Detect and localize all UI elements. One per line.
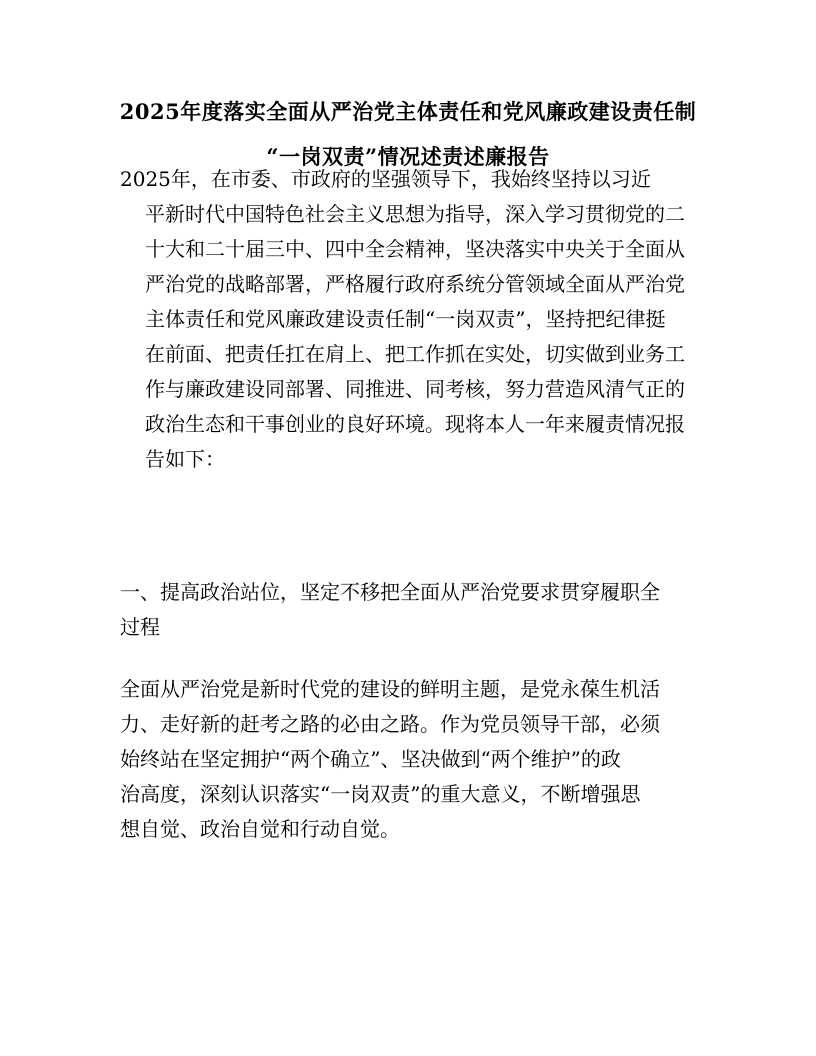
intro-line-9: 告如下： bbox=[145, 447, 225, 471]
section-1-line-4: 治高度，深刻认识落实“一岗双责”的重大意义，不断增强思 bbox=[120, 782, 641, 806]
section-1-line-2: 力、走好新的赶考之路的必由之路。作为党员领导干部，必须 bbox=[120, 712, 660, 736]
section-1-heading bbox=[120, 575, 700, 645]
section-1-heading-line-2: 过程 bbox=[120, 615, 160, 639]
document-title-line-2: “一岗双责”情况述责述廉报告 bbox=[266, 144, 550, 169]
section-1-line-5: 想自觉、政治自觉和行动自觉。 bbox=[120, 817, 400, 841]
section-1-heading-line-1: 一、提高政治站位，坚定不移把全面从严治党要求贯穿履职全 bbox=[120, 580, 660, 604]
document-title-line-1: 2025年度落实全面从严治党主体责任和党风廉政建设责任制 bbox=[119, 99, 697, 124]
intro-line-5: 主体责任和党风廉政建设责任制“一岗双责”，坚持把纪律挺 bbox=[145, 307, 666, 331]
intro-line-6: 在前面、把责任扛在肩上、把工作抓在实处，切实做到业务工 bbox=[145, 342, 685, 366]
intro-line-7: 作与廉政建设同部署、同推进、同考核，努力营造风清气正的 bbox=[145, 377, 685, 401]
intro-line-8: 政治生态和干事创业的良好环境。现将本人一年来履责情况报 bbox=[145, 412, 685, 436]
intro-line-1: 2025年，在市委、市政府的坚强领导下，我始终坚持以习近 bbox=[120, 167, 651, 191]
section-1-line-3: 始终站在坚定拥护“两个确立”、坚决做到“两个维护”的政 bbox=[120, 747, 621, 771]
intro-line-4: 严治党的战略部署，严格履行政府系统分管领域全面从严治党 bbox=[145, 272, 685, 296]
intro-line-3: 十大和二十届三中、四中全会精神，坚决落实中央关于全面从 bbox=[145, 237, 685, 261]
section-1-line-1: 全面从严治党是新时代党的建设的鲜明主题，是党永葆生机活 bbox=[120, 677, 660, 701]
section-1-paragraph bbox=[120, 672, 700, 847]
intro-paragraph bbox=[120, 162, 700, 477]
intro-line-2: 平新时代中国特色社会主义思想为指导，深入学习贯彻党的二 bbox=[145, 202, 685, 226]
